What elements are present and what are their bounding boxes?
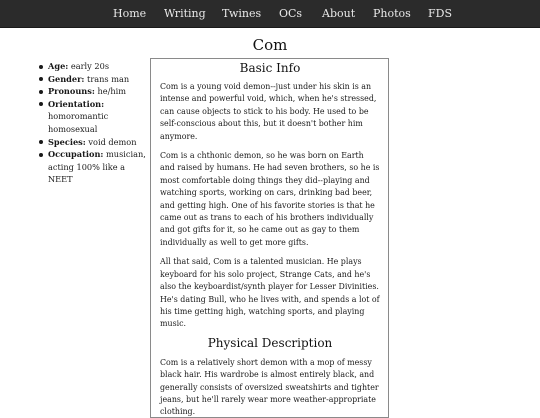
page-title: Com <box>252 36 288 54</box>
info-value-pronouns: he/him <box>97 86 127 97</box>
info-item-occupation <box>38 148 150 186</box>
info-label-age: Age: <box>48 61 69 71</box>
info-item-orientation <box>38 98 150 136</box>
top-navigation-bar <box>0 0 540 28</box>
info-item-pronouns <box>38 85 150 98</box>
info-item-species <box>38 136 150 149</box>
info-item-gender <box>38 73 150 86</box>
info-value-age: early 20s <box>70 61 110 71</box>
basic-info-paragraph-3: All that said, Com is a talented musician. He plays keyboard for his solo project, Strange Cats, and he's also the keyboardist/synth player for Lesser Divinities. He's dating Bull, who he lives with, and spends a lot of his time getting high, watching sports, and playing music. <box>160 257 380 329</box>
info-value-species: void demon <box>88 136 137 147</box>
info-label-pronouns: Pronouns: <box>48 86 95 97</box>
basic-info-paragraph-1: Com is a young void demon--just under his skin is an intense and powerful void, which, when he's stressed, can cause objects to stick to his body. He used to be self-conscious about this, but it doesn't bother him anymore. <box>160 82 377 141</box>
info-label-occupation: Occupation: <box>48 149 104 160</box>
basic-info-heading: Basic Info <box>239 61 301 75</box>
nav-link-photos[interactable]: Photos <box>373 7 411 20</box>
nav-link-about[interactable]: About <box>322 7 356 20</box>
physical-description-paragraph: Com is a relatively short demon with a mop of messy black hair. His wardrobe is almost entirely black, and generally consists of oversized sweatshirts and tighter jeans, but he'll rarely wear more weather-appropriate clothing. <box>160 357 379 417</box>
basic-info-paragraph-2: Com is a chthonic demon, so he was born on Earth and raised by humans. He had seven brothers, so he is most comfortable doing things they did--playing and watching sports, working on cars, drinking bad beer, and getting high. One of his favorite stories is that he came out as trans to each of his brothers individually and got gifts for it, so he came out as gay to them individually as well to get more gifts. <box>160 151 380 247</box>
nav-link-ocs[interactable]: OCs <box>279 7 303 20</box>
nav-link-writing[interactable]: Writing <box>164 7 206 20</box>
info-value-gender: trans man <box>87 73 130 84</box>
info-value-orientation: homoromantic homosexual <box>48 111 109 134</box>
nav-link-home[interactable]: Home <box>113 7 147 20</box>
info-label-species: Species: <box>48 136 86 147</box>
character-info-sidebar <box>38 60 150 186</box>
info-label-gender: Gender: <box>48 73 85 84</box>
info-label-orientation: Orientation: <box>48 98 105 109</box>
info-value-occupation: musician, acting 100% like a NEET <box>48 149 146 185</box>
physical-description-heading: Physical Description <box>207 335 333 350</box>
character-description-box[interactable] <box>150 58 389 418</box>
nav-link-fds[interactable]: FDS <box>428 7 452 20</box>
info-item-age <box>38 60 150 73</box>
nav-link-twines[interactable]: Twines <box>222 7 262 20</box>
